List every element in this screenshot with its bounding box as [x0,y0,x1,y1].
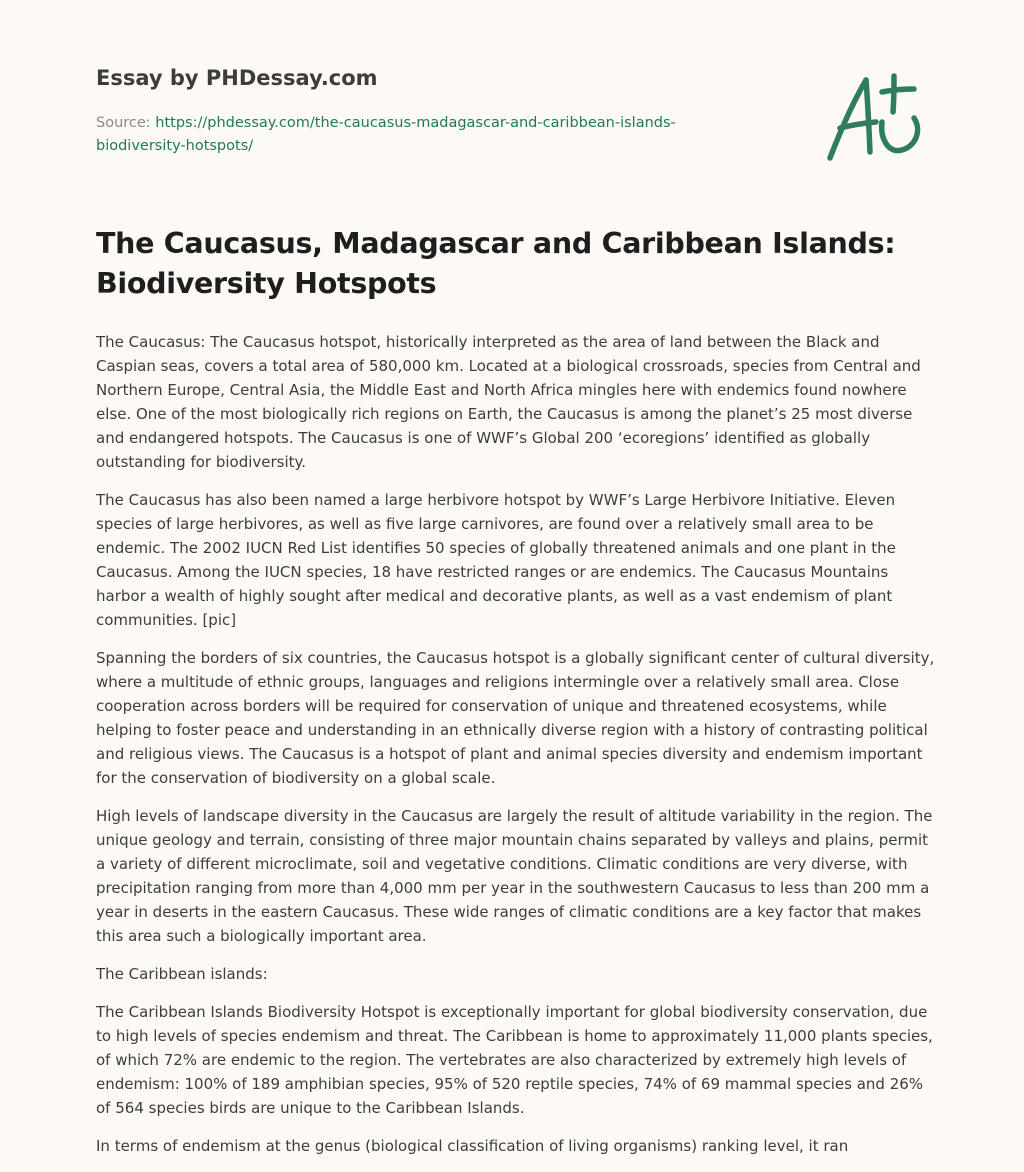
source-url-line1[interactable]: https://phdessay.com/the-caucasus-madagascar-and-caribbean-islands- [155,115,676,131]
paragraph: High levels of landscape diversity in the Caucasus are largely the result of altitude variability in the region. The unique geology and terrain, consisting of three major mountain chains separated by valleys and plains, permit a variety of different microclimate, soil and vegetative conditions. Climatic conditions are very diverse, with precipitation ranging from more than 4,000 mm per year in the southwestern Caucasus to less than 200 mm a year in deserts in the eastern Caucasus. These wide ranges of climatic conditions are a key factor that makes this area such a biologically important area. [96,807,933,945]
source-line [96,112,816,158]
source-url-line2[interactable]: biodiversity-hotspots/ [96,138,254,154]
article-title-line1: The Caucasus, Madagascar and Caribbean Islands: [96,227,896,260]
paragraph: The Caucasus: The Caucasus hotspot, historically interpreted as the area of land between the Black and Caspian seas, covers a total area of 580,000 km. Located at a biological crossroads, species from Central and Northern Europe, Central Asia, the Middle East and North Africa mingles here with endemics found nowhere else. One of the most biologically rich regions on Earth, the Caucasus is among the planet’s 25 most diverse and endangered hotspots. The Caucasus is one of WWF’s Global 200 ‘ecoregions’ identified as globally outstanding for biodiversity. [96,333,921,471]
article-title-line2: Biodiversity Hotspots [96,267,437,300]
paragraph: The Caribbean Islands Biodiversity Hotspot is exceptionally important for global biodiversity conservation, due to high levels of species endemism and threat. The Caribbean is home to approximately 11,000 plants species, of which 72% are endemic to the region. The vertebrates are also characterized by extremely high levels of endemism: 100% of 189 amphibian species, 95% of 520 reptile species, 74% of 69 mammal species and 26% of 564 species birds are unique to the Caribbean Islands. [96,1003,933,1117]
source-label: Source: [96,115,151,131]
a-plus-grade-icon [822,70,928,164]
paragraph: The Caucasus has also been named a large herbivore hotspot by WWF’s Large Herbivore Initiative. Eleven species of large herbivores, as well as five large carnivores, are found over a relatively small area to be endemic. The 2002 IUCN Red List identifies 50 species of globally threatened animals and one plant in the Caucasus. Among the IUCN species, 18 have restricted ranges or are endemics. The Caucasus Mountains harbor a wealth of highly sought after medical and decorative plants, as well as a vast endemism of plant communities. [pic] [96,491,896,629]
source-link[interactable] [96,115,676,154]
article [96,224,936,1172]
paragraph: Spanning the borders of six countries, the Caucasus hotspot is a globally significant center of cultural diversity, where a multitude of ethnic groups, languages and religions intermingle over a relatively small area. Close cooperation across borders will be required for conservation of unique and threatened ecosystems, while helping to foster peace and understanding in an ethnically diverse region with a history of contrasting political and religious views. The Caucasus is a hotspot of plant and animal species diversity and endemism important for the conservation of biodiversity on a global scale. [96,649,935,787]
site-title: Essay by PHDessay.com [96,66,378,90]
paragraph: In terms of endemism at the genus (biological classification of living organisms) ranking level, it ran [96,1137,849,1155]
section-heading: The Caribbean islands: [96,965,268,983]
page-header [96,64,816,158]
article-title [96,224,936,304]
